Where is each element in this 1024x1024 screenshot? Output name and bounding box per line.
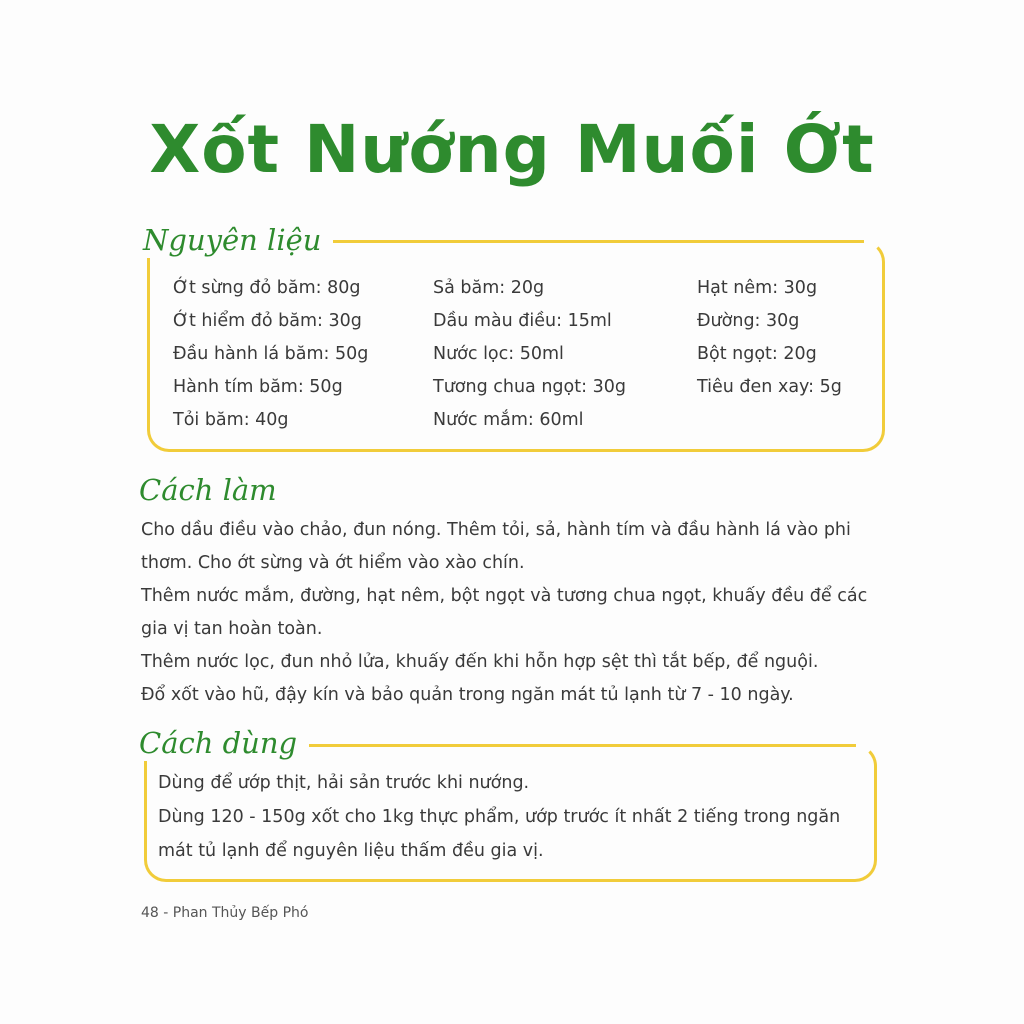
ingredient-item: Ớt sừng đỏ băm: 80g <box>173 278 361 298</box>
usage-item: Dùng để ướp thịt, hải sản trước khi nướng. <box>158 773 530 793</box>
usage-heading: Cách dùng <box>139 726 309 761</box>
method-step: Thêm nước lọc, đun nhỏ lửa, khuấy đến khi hỗn hợp sệt thì tắt bếp, để nguội. <box>141 652 819 672</box>
ingredient-item: Hành tím băm: 50g <box>173 377 343 397</box>
ingredient-item: Tỏi băm: 40g <box>173 410 289 430</box>
ingredients-frame-top-line <box>296 240 864 243</box>
ingredients-column-3 <box>697 272 842 404</box>
ingredients-column-2 <box>433 272 626 437</box>
ingredient-item: Hạt nêm: 30g <box>697 278 818 298</box>
ingredient-item: Bột ngọt: 20g <box>697 344 817 364</box>
page-footer: 48 - Phan Thủy Bếp Phó <box>141 905 309 921</box>
method-step: Đổ xốt vào hũ, đậy kín và bảo quản trong ngăn mát tủ lạnh từ 7 - 10 ngày. <box>141 685 794 705</box>
ingredient-item: Tiêu đen xay: 5g <box>697 377 842 397</box>
ingredient-item: Đường: 30g <box>697 311 800 331</box>
usage-item: Dùng 120 - 150g xốt cho 1kg thực phẩm, ướp trước ít nhất 2 tiếng trong ngăn mát tủ lạnh để nguyên liệu thấm đều gia vị. <box>158 807 841 861</box>
method-heading: Cách làm <box>139 473 289 508</box>
ingredient-item: Tương chua ngọt: 30g <box>433 377 626 397</box>
ingredient-item: Nước lọc: 50ml <box>433 344 564 364</box>
usage-text <box>158 766 873 868</box>
ingredient-item: Đầu hành lá băm: 50g <box>173 344 369 364</box>
ingredients-heading: Nguyên liệu <box>143 223 333 258</box>
usage-frame-top-line <box>276 744 856 747</box>
ingredient-item: Nước mắm: 60ml <box>433 410 584 430</box>
method-step: Cho dầu điều vào chảo, đun nóng. Thêm tỏi, sả, hành tím và đầu hành lá vào phi thơm. Cho ớt sừng và ớt hiểm vào xào chín. <box>141 520 851 573</box>
method-step: Thêm nước mắm, đường, hạt nêm, bột ngọt và tương chua ngọt, khuấy đều để các gia vị tan hoàn toàn. <box>141 586 868 639</box>
ingredients-column-1 <box>173 272 368 437</box>
ingredient-item: Sả băm: 20g <box>433 278 545 298</box>
page-title: Xốt Nướng Muối Ớt <box>149 111 875 188</box>
method-text <box>141 514 886 712</box>
ingredient-item: Ớt hiểm đỏ băm: 30g <box>173 311 362 331</box>
ingredient-item: Dầu màu điều: 15ml <box>433 311 612 331</box>
